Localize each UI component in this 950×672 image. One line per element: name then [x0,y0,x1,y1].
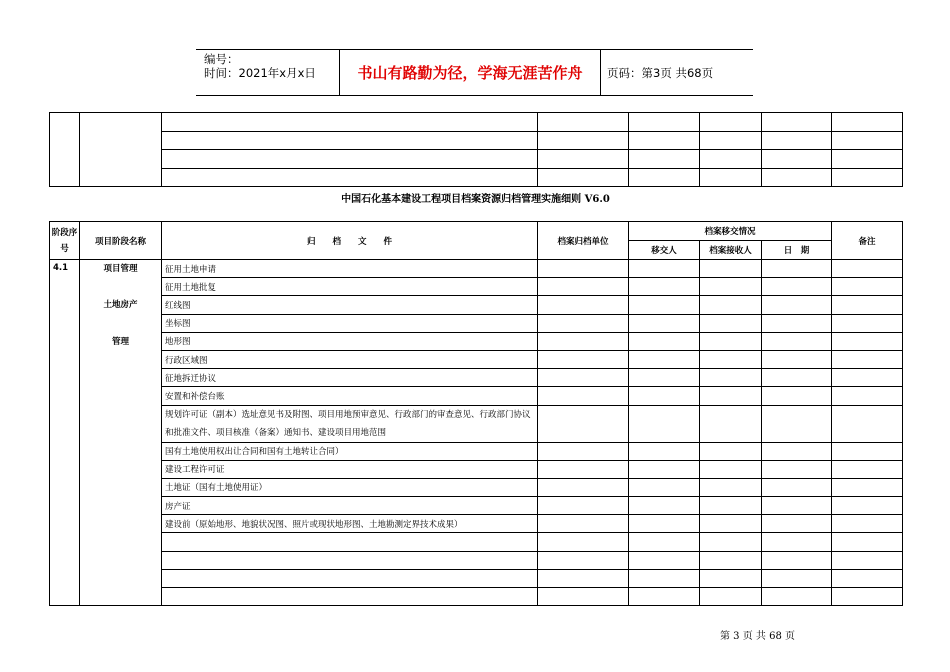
stage-name-line: 土地房产 [103,300,138,311]
empty-cell [832,131,903,150]
empty-cell [629,131,700,150]
empty-cell [700,569,762,587]
file-name-cell: 建设工程许可证 [162,460,538,478]
empty-cell [832,314,903,332]
empty-cell [538,314,629,332]
stage-name-line: 管理 [111,336,129,347]
empty-cell [832,588,903,606]
col-header-receiver: 档案接收人 [700,241,762,260]
empty-cell [700,113,762,132]
col-header-stage-name: 项目阶段名称 [80,222,162,260]
table-row [50,460,903,478]
header-slogan: 书山有路勤为径，学海无涯苦作舟 [339,50,601,95]
empty-cell [762,278,832,296]
document-title: 中国石化基本建设工程项目档案资源归档管理实施细则 V6.0 [341,194,610,205]
time-label: 时间：2021年x月x日 [204,66,316,80]
empty-cell [629,369,700,387]
empty-cell [762,497,832,515]
empty-cell [629,278,700,296]
empty-cell [538,478,629,496]
empty-cell [762,260,832,278]
col-header-files: 归 档 文 件 [162,222,538,260]
empty-cell [538,442,629,460]
empty-cell [762,569,832,587]
empty-cell [629,569,700,587]
empty-cell [700,588,762,606]
table-row [50,551,903,569]
empty-cell [762,460,832,478]
col-header-date: 日 期 [762,241,832,260]
empty-cell [538,588,629,606]
empty-cell [538,460,629,478]
empty-cell [832,460,903,478]
empty-cell [629,387,700,405]
archive-table [49,221,903,606]
empty-cell [629,533,700,551]
empty-cell [762,314,832,332]
table-row [50,369,903,387]
empty-cell [538,533,629,551]
empty-cell [538,497,629,515]
table-row [50,569,903,587]
page-footer: 第 3 页 共 68 页 [720,631,795,642]
col-header-transfer: 档案移交情况 [629,222,832,241]
empty-cell [832,569,903,587]
empty-cell [832,405,903,442]
empty-cell [538,278,629,296]
empty-cell [80,113,162,187]
empty-cell [832,260,903,278]
empty-cell [629,551,700,569]
empty-cell [762,350,832,368]
empty-cell [700,405,762,442]
col-header-archive-unit: 档案归档单位 [538,222,629,260]
empty-cell [832,168,903,187]
empty-cell [762,533,832,551]
empty-cell [832,551,903,569]
empty-cell [832,296,903,314]
empty-cell [538,569,629,587]
empty-cell [762,387,832,405]
empty-cell [832,369,903,387]
empty-cell [629,332,700,350]
file-name-cell [162,533,538,551]
empty-cell [538,150,629,169]
empty-cell [700,350,762,368]
empty-cell [832,533,903,551]
table-row [50,260,903,278]
empty-cell [162,150,538,169]
empty-cell [162,168,538,187]
stage-name [80,260,162,606]
table-row [50,588,903,606]
file-name-cell: 征用土地申请 [162,260,538,278]
empty-cell [700,260,762,278]
empty-cell [538,296,629,314]
file-name-cell [162,569,538,587]
empty-cell [762,405,832,442]
table-row [50,314,903,332]
page-code: 页码：第3页 共68页 [607,66,714,80]
empty-cell [762,442,832,460]
file-name-cell: 土地证（国有土地使用证） [162,478,538,496]
empty-cell [700,150,762,169]
empty-cell [762,588,832,606]
empty-cell [538,515,629,533]
table-row [50,405,903,442]
empty-cell [629,168,700,187]
empty-cell [538,369,629,387]
table-row [50,478,903,496]
empty-cell [762,515,832,533]
table-row [50,296,903,314]
empty-cell [629,150,700,169]
file-name-cell [162,588,538,606]
file-name-cell: 红线图 [162,296,538,314]
empty-cell [762,113,832,132]
empty-cell [832,387,903,405]
empty-cell [700,332,762,350]
col-header-transferor: 移交人 [629,241,700,260]
file-name-cell: 征用土地批复 [162,278,538,296]
col-header-remark: 备注 [832,222,903,260]
empty-cell [700,278,762,296]
empty-cell [700,296,762,314]
empty-cell [762,369,832,387]
stage-no: 4.1 [50,260,80,606]
empty-cell [700,442,762,460]
empty-cell [50,113,80,187]
empty-cell [538,551,629,569]
table-row [50,533,903,551]
empty-cell [700,533,762,551]
empty-cell [538,113,629,132]
empty-cell [700,551,762,569]
empty-cell [629,478,700,496]
table-row [50,332,903,350]
previous-table-continuation [49,112,903,187]
empty-cell [538,260,629,278]
page-header [196,49,753,96]
table-row [50,278,903,296]
empty-cell [700,387,762,405]
empty-cell [629,314,700,332]
empty-cell [629,296,700,314]
empty-cell [538,387,629,405]
table-row [50,497,903,515]
empty-cell [832,350,903,368]
file-name-cell: 房产证 [162,497,538,515]
table-row [50,442,903,460]
empty-cell [762,478,832,496]
table-row [50,350,903,368]
empty-cell [538,350,629,368]
empty-cell [629,460,700,478]
empty-cell [832,150,903,169]
empty-cell [629,113,700,132]
empty-cell [762,131,832,150]
header-meta [196,50,339,95]
empty-cell [700,497,762,515]
empty-cell [762,150,832,169]
empty-cell [629,350,700,368]
empty-cell [538,168,629,187]
empty-cell [762,168,832,187]
empty-cell [762,296,832,314]
empty-cell [700,131,762,150]
number-label: 编号： [204,52,239,66]
empty-cell [629,260,700,278]
table-row [50,515,903,533]
empty-cell [700,369,762,387]
empty-cell [700,460,762,478]
empty-cell [538,131,629,150]
empty-cell [629,515,700,533]
file-name-cell: 征地拆迁协议 [162,369,538,387]
stage-name-line: 项目管理 [103,264,138,274]
file-name-cell: 安置和补偿台账 [162,387,538,405]
empty-cell [832,278,903,296]
empty-cell [700,515,762,533]
empty-cell [538,332,629,350]
empty-cell [832,478,903,496]
col-header-stage-no: 阶段序号 [50,222,80,260]
file-name-cell: 国有土地使用权出让合同和国有土地转让合同） [162,442,538,460]
file-name-cell: 规划许可证（副本）选址意见书及附图、项目用地预审意见、行政部门的审查意见、行政部门协议和批准文件、项目核准（备案）通知书、建设项目用地范围 [162,405,538,442]
empty-cell [629,405,700,442]
empty-cell [832,497,903,515]
empty-cell [629,442,700,460]
file-name-cell [162,551,538,569]
empty-cell [762,332,832,350]
file-name-cell: 建设前（原始地形、地貌状况图、照片或现状地形图、土地勘测定界技术成果） [162,515,538,533]
table-row [50,387,903,405]
empty-cell [832,442,903,460]
empty-cell [629,497,700,515]
empty-cell [162,113,538,132]
file-name-cell: 地形图 [162,332,538,350]
empty-cell [832,332,903,350]
empty-cell [162,131,538,150]
empty-cell [700,478,762,496]
empty-cell [700,168,762,187]
file-name-cell: 行政区域图 [162,350,538,368]
empty-cell [538,405,629,442]
empty-cell [832,515,903,533]
empty-cell [832,113,903,132]
empty-cell [629,588,700,606]
empty-cell [762,551,832,569]
empty-cell [700,314,762,332]
file-name-cell: 坐标图 [162,314,538,332]
